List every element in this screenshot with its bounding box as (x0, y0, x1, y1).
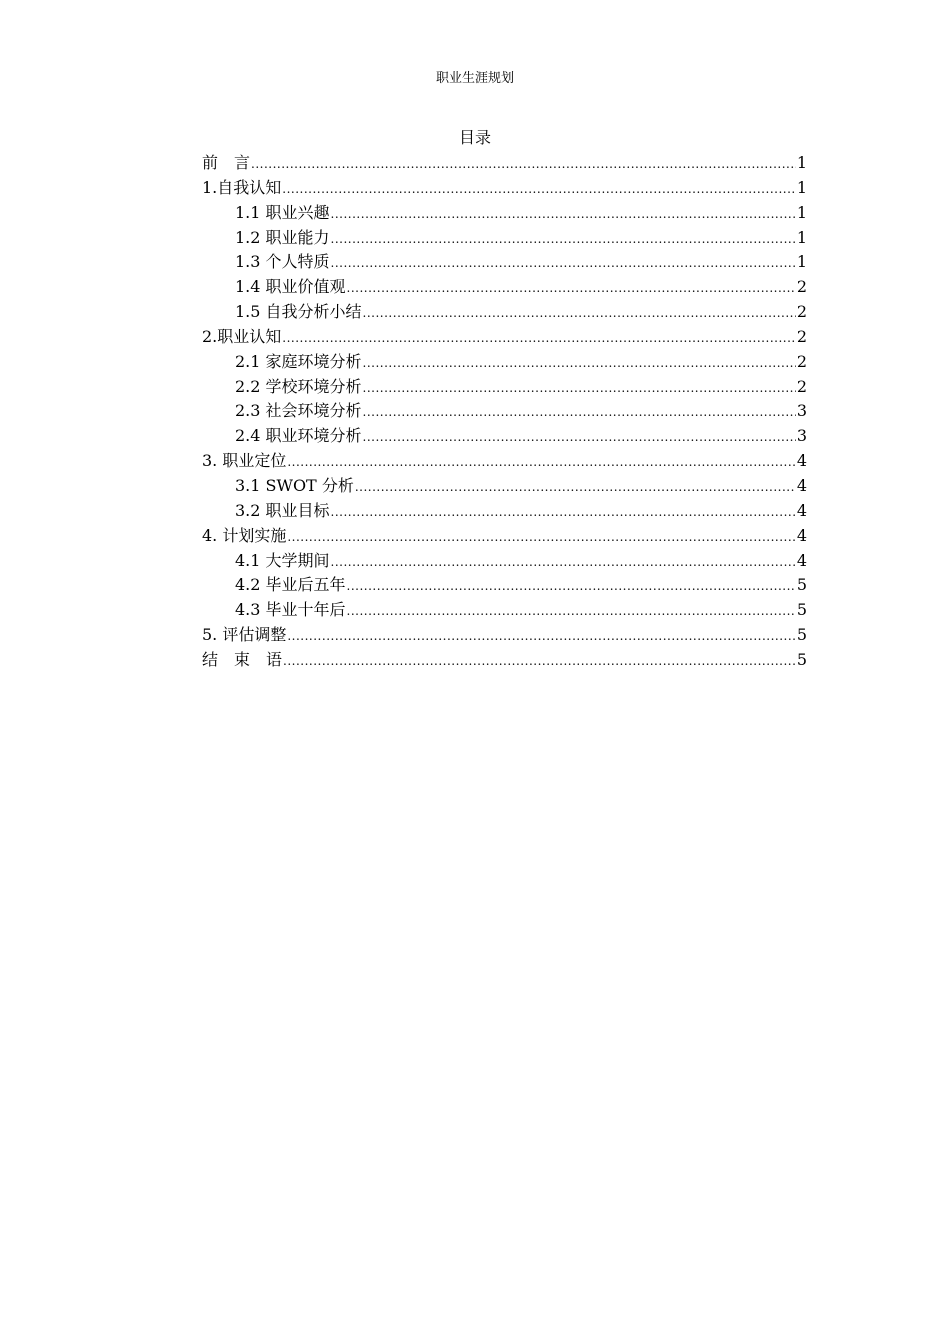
toc-page-number: 4 (796, 475, 807, 495)
toc-entry[interactable] (202, 424, 807, 449)
toc-leader-dots (282, 326, 796, 350)
toc-leader-dots (363, 351, 796, 375)
toc-entry-text: 前 言 (202, 153, 251, 172)
toc-leader-dots (283, 649, 796, 673)
toc-leader-dots (282, 177, 796, 201)
toc-page-number: 5 (796, 625, 807, 645)
toc-leader-dots (331, 550, 796, 574)
toc-entry[interactable] (202, 300, 807, 325)
toc-leader-dots (347, 599, 796, 623)
toc-entry[interactable] (202, 648, 807, 673)
toc-leader-dots (363, 301, 796, 325)
toc-entry[interactable] (202, 499, 807, 524)
toc-entry-text: 1.自我认知 (202, 177, 282, 197)
toc-page-number: 1 (796, 177, 807, 197)
toc-entry-text: 4.1 大学期间 (235, 550, 330, 570)
toc-entry-text: 2.4 职业环境分析 (235, 426, 362, 446)
toc-entry-text: 2.2 学校环境分析 (235, 376, 362, 396)
toc-leader-dots (347, 276, 796, 300)
toc-entry[interactable] (202, 250, 807, 275)
toc-leader-dots (331, 500, 796, 524)
toc-entry-text: 2.职业认知 (202, 326, 282, 346)
toc-entry[interactable] (202, 449, 807, 474)
toc-entry[interactable] (202, 226, 807, 251)
page-header: 职业生涯规划 (435, 71, 514, 86)
toc-entry[interactable] (202, 350, 807, 375)
toc-page-number: 2 (796, 277, 807, 297)
toc-title: 目录 (458, 128, 491, 147)
toc-leader-dots (363, 376, 796, 400)
toc-entry[interactable] (202, 623, 807, 648)
toc-leader-dots (287, 525, 795, 549)
toc-page-number: 2 (796, 351, 807, 371)
toc-page-number: 1 (796, 202, 807, 222)
toc-entry-text: 1.3 个人特质 (235, 252, 330, 272)
toc-page-number: 2 (796, 326, 807, 346)
toc-page-number: 1 (796, 153, 807, 172)
toc-page-number: 1 (796, 252, 807, 272)
toc-entry-text: 2.1 家庭环境分析 (235, 351, 362, 371)
toc-entry-text: 4.3 毕业十年后 (235, 600, 346, 620)
toc-page-number: 4 (796, 451, 807, 471)
toc-entry[interactable] (202, 176, 807, 201)
toc-page-number: 1 (796, 227, 807, 247)
toc-leader-dots (251, 152, 796, 176)
toc-entry-text: 4.2 毕业后五年 (235, 575, 346, 595)
toc-entry-text: 3.2 职业目标 (235, 500, 330, 520)
toc-entry[interactable] (202, 375, 807, 400)
table-of-contents (202, 151, 807, 673)
toc-page-number: 4 (796, 500, 807, 520)
toc-page-number: 3 (796, 401, 807, 421)
toc-leader-dots (363, 425, 796, 449)
toc-entry[interactable] (202, 474, 807, 499)
toc-entry-text: 5. 评估调整 (202, 625, 287, 645)
toc-entry[interactable] (202, 573, 807, 598)
toc-page-number: 2 (796, 376, 807, 396)
toc-entry[interactable] (202, 325, 807, 350)
toc-page-number: 5 (796, 600, 807, 620)
toc-entry-text: 1.1 职业兴趣 (235, 202, 330, 222)
toc-entry[interactable] (202, 524, 807, 549)
toc-entry[interactable] (202, 275, 807, 300)
toc-entry-text: 1.2 职业能力 (235, 227, 330, 247)
toc-entry[interactable] (202, 399, 807, 424)
toc-leader-dots (331, 251, 796, 275)
toc-leader-dots (363, 400, 796, 424)
toc-entry-text: 结 束 语 (202, 649, 283, 669)
toc-entry[interactable] (202, 201, 807, 226)
toc-leader-dots (331, 202, 796, 226)
toc-page-number: 2 (796, 302, 807, 322)
toc-entry[interactable] (202, 598, 807, 623)
toc-page-number: 3 (796, 426, 807, 446)
toc-entry[interactable] (202, 151, 807, 176)
toc-entry-text: 3.1 SWOT 分析 (235, 475, 354, 495)
toc-entry-text: 1.5 自我分析小结 (235, 302, 362, 322)
toc-leader-dots (287, 624, 795, 648)
toc-entry[interactable] (202, 549, 807, 574)
toc-entry-text: 4. 计划实施 (202, 525, 287, 545)
toc-leader-dots (331, 227, 796, 251)
toc-page-number: 5 (796, 649, 807, 669)
toc-entry-text: 1.4 职业价值观 (235, 277, 346, 297)
toc-page-number: 4 (796, 525, 807, 545)
toc-leader-dots (355, 475, 796, 499)
toc-page-number: 4 (796, 550, 807, 570)
toc-entry-text: 2.3 社会环境分析 (235, 401, 362, 421)
toc-leader-dots (347, 574, 796, 598)
toc-page-number: 5 (796, 575, 807, 595)
toc-leader-dots (287, 450, 795, 474)
toc-entry-text: 3. 职业定位 (202, 451, 287, 471)
